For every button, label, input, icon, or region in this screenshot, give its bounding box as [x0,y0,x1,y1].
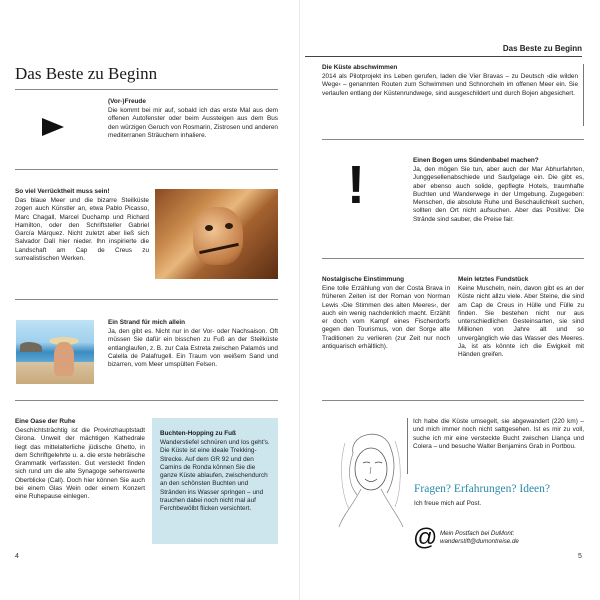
section-freude [108,98,278,140]
dali-portrait-image [155,189,278,279]
section-heading: Mein letztes Fundstück [458,276,529,283]
beach-photo-image [16,320,94,384]
vertical-rule [407,418,408,474]
section-heading: Einen Bogen ums Sündenbabel machen? [413,157,539,164]
contact-email[interactable]: wanderstift@dumontreise.de [440,538,519,545]
author-note [413,418,584,451]
divider [15,169,278,170]
at-sign-icon: @ [413,524,438,551]
page-number: 5 [578,553,582,560]
vertical-rule [583,64,584,126]
section-oase [15,418,145,502]
section-nostalgie [322,276,450,351]
author-text: Ich habe die Küste umsegelt, sie abgewandert (220 km) – und mich immer noch nicht sattgesehen. Ist es mir zu voll, suche ich mir eine versteckte Bucht zwischen Llança und Colera – und besuche Walter Benjamins Grab in Portbou. [413,418,584,450]
tip-box [152,418,278,544]
section-heading: So viel Verrücktheit muss sein! [15,188,110,195]
section-body: Ja, den mögen Sie tun, aber auch der Mar Abhurfahrten, Junggesellenabschiede und Saufgelage ein. Die gibt es, aber ebenso auch solide, gepflegte Hotels, traumhafte Buchten und Wanderwege in der Umgebung. Zugegeben: Menschen, die absolute Ruhe und Beschaulichkeit suchen, sollten den Ort nicht aufsuchen. Aber das Positive: Die Strände sind sauber, die Preise fair. [413,166,584,223]
divider [15,400,278,401]
tip-body: Wanderstiefel schnüren und los geht's. Die Küste ist eine ideale Trekking-Strecke. Auf dem GR 92 und den Camins de Ronda können Sie die ganze Küste ablaufen, zwischendurch an den schönsten Buchten und Stränden ins Wasser springen – und trauchen dabei noch nicht mal auf Ferchbewölbt flicken versichtert. [160,439,270,513]
section-verruecktheit [15,188,149,263]
section-bogen [413,157,584,224]
divider [322,139,584,140]
divider [322,400,584,401]
reply-text: Ich freue mich auf Post. [414,500,482,507]
running-head: Das Beste zu Beginn [502,44,582,53]
section-body: Das blaue Meer und die bizarre Steilküste zogen auch Künstler an, etwa Pablo Picasso, Marc Chagall, Marcel Duchamp und Richard Hamilton, oder den Schriftsteller Gabriel García Márquez. Nicht zuletzt aber ließ sich Salvador Dalí hier nieder. Ihn inspirierte die Landschaft am Cap de Creus zu surrealistischen Werken. [15,197,149,263]
exclamation-icon: ! [347,155,365,215]
section-body: Keine Muscheln, nein, davon gibt es an der Küste nicht allzu viele. Aber Steine, die sind am Cap de Creus in Hülle und Fülle zu finden. Sie bestehen nicht nur aus unterschiedlichen Gesteinsarten, sie sind Millionen von Jahre alt und so unvergänglich wie das Wasser des Meeres. Ja, ist als könnte ich die Ewigkeit mit Händen greifen. [458,285,584,359]
divider [15,299,278,300]
section-kueste [322,64,578,98]
page-title: Das Beste zu Beginn [15,64,158,83]
title-rule [15,89,278,90]
tip-heading: Buchten-Hopping zu Fuß [160,430,236,437]
contact-question: Fragen? Erfahrungen? Ideen? [414,483,551,495]
reply-line [414,500,584,508]
section-strand [108,319,278,369]
section-body: Die kommt bei mir auf, sobald ich das erste Mal aus dem offenen Autofenster oder beim Aussteigen aus dem Bus den würzigen Geruch von Rosmarin, Zistrosen und anderen mediterranen Sträuchern inhaliere. [108,107,278,139]
divider [322,258,584,259]
section-heading: Die Küste abschwimmen [322,64,398,71]
contact-label: Mein Postfach bei DuMont: [440,530,515,537]
author-sketch-image [335,423,405,531]
page-number: 4 [15,553,19,560]
section-heading: Eine Oase der Ruhe [15,418,76,425]
contact-info [440,530,519,546]
section-body: 2014 als Pilotprojekt ins Leben gerufen, laden die Vier Bravas – zu Deutsch ›die wilden Wege‹ – genannten Routen zum Schwimmen und Schnorcheln im offenen Meer ein. Sie verlaufen entlang der Küstenrundwege, sind ausgeschildert und durch Bojen abgesichert. [322,73,578,97]
running-head-rule [305,56,582,57]
section-fundstueck [458,276,584,360]
section-body: Eine tolle Erzählung von der Costa Brava in früheren Zeiten ist der Roman von Norman Lewis ›Die Stimmen des alten Meeres‹, der auch ein wenig nachdenklich macht. Erzählt er doch vom Kampf eines Fischerdorfs gegen den Tourismus, von der Sorge alte Traditionen zu verlieren (zur Zeit nur noch antiquarisch erhältlich). [322,285,450,351]
section-body: Geschichtsträchtig ist die Provinzhauptstadt Girona. Unweit der mächtigen Kathedrale liegt das mittelalterliche jüdische Ghetto, in dem Schriftgelehrte u. a. die erste hebräische Grammatik verfassten. Gut versteckt finden sich rund um die alte Synagoge sehenswerte Oberblicke (Call). Doch hier können Sie auch bei einem Glas Wein oder einem Konzert eine Ruhepause einlegen. [15,427,145,501]
section-heading: Nostalgische Einstimmung [322,276,405,283]
section-heading: Ein Strand für mich allein [108,319,186,326]
section-body: Ja, den gibt es. Nicht nur in der Vor- oder Nachsaison. Oft müssen Sie dafür ein bisschen zu Fuß an der Steilküste entlanglaufen, z. B. zur Cala Estreta zwischen Palamós und Calella de Palafrugell. Ein Traum von weißem Sand und bizarren, vom Meer umspülten Felsen. [108,328,278,369]
section-heading: (Vor-)Freude [108,98,146,105]
arrow-right-icon [42,118,64,136]
